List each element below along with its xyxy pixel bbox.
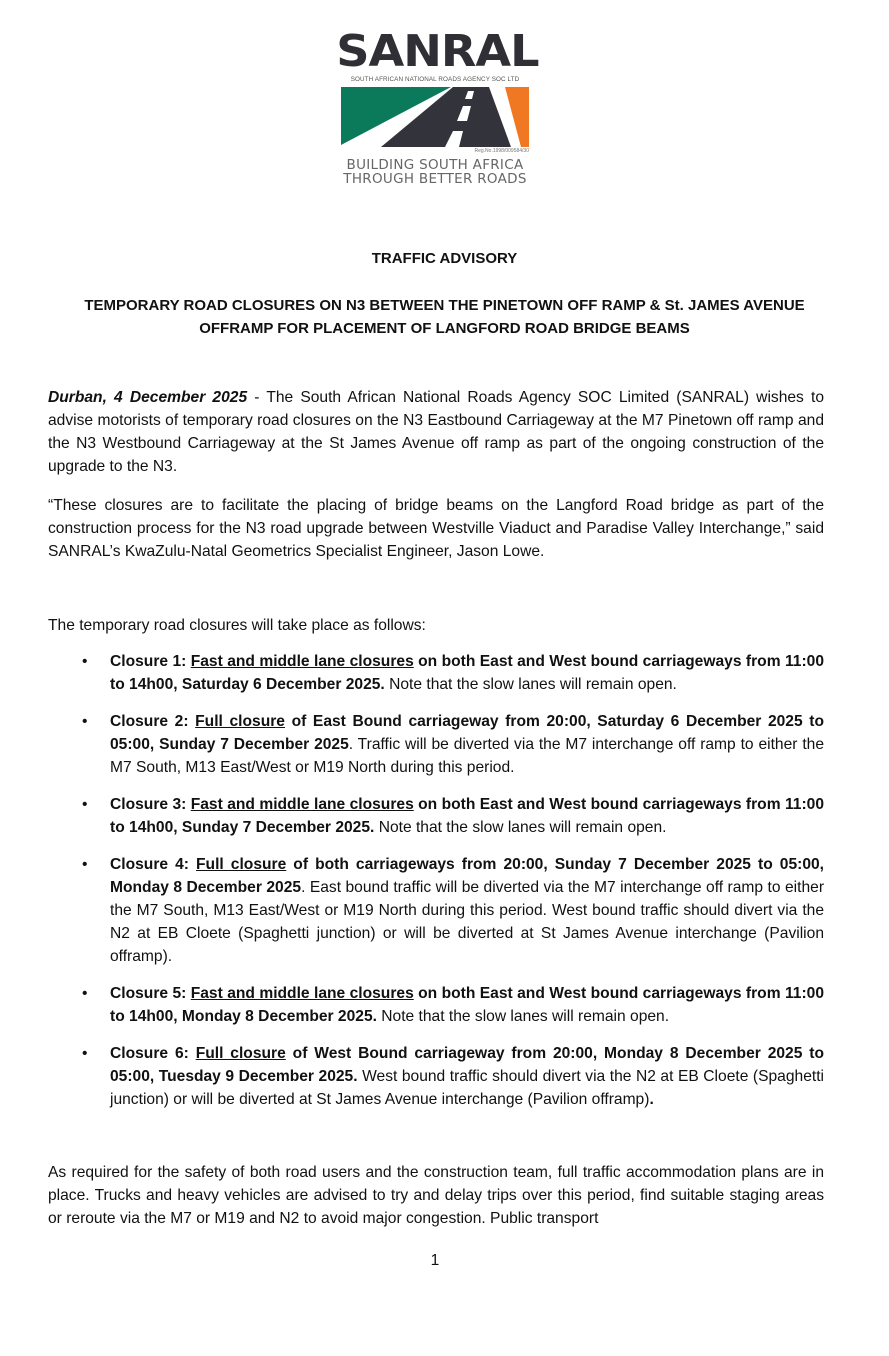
document-title-line1: TEMPORARY ROAD CLOSURES ON N3 BETWEEN THE PINETOWN OFF RAMP & St. JAMES AVENUE bbox=[84, 297, 805, 314]
intro-paragraph: Durban, 4 December 2025 - The South African National Roads Agency SOC Limited (SANRAL) wishes to advise motorists of temporary road closures on the N3 Eastbound Carriageway at the M7 Pinetown off ramp and the N3 Westbound Carriageway at the St James Avenue off ramp as part of the ongoing construction of the upgrade to the N3. bbox=[48, 389, 824, 475]
bullet-icon: • bbox=[82, 856, 88, 873]
logo-subtitle: SOUTH AFRICAN NATIONAL ROADS AGENCY SOC LTD bbox=[350, 76, 520, 83]
closure-type: Fast and middle lane closures bbox=[190, 985, 414, 1002]
advisory-label: TRAFFIC ADVISORY bbox=[371, 250, 518, 267]
closure-item: • Closure 3: Fast and middle lane closures on both East and West bound carriageways from 11:00 to 14h00, Sunday 7 December 2025. Note that the slow lanes will remain open. bbox=[80, 793, 824, 839]
document-title-line2: OFFRAMP FOR PLACEMENT OF LANGFORD ROAD BRIDGE BEAMS bbox=[199, 320, 690, 337]
bullet-icon: • bbox=[82, 985, 88, 1002]
page-number: 1 bbox=[430, 1252, 440, 1269]
closure-type: Fast and middle lane closures bbox=[190, 796, 414, 813]
closure-item: • Closure 6: Full closure of West Bound carriageway from 20:00, Monday 8 December 2025 to 05:00, Tuesday 9 December 2025. West bound traffic should divert via the N2 at EB Cloete (Spaghetti junction) or will be diverted at St James Avenue interchange (Pavilion offramp). bbox=[80, 1042, 824, 1111]
bullet-icon: • bbox=[82, 713, 88, 730]
dateline: Durban, 4 December 2025 bbox=[48, 389, 248, 406]
closures-list bbox=[80, 650, 824, 1125]
closure-type: Full closure bbox=[195, 1045, 286, 1062]
logo-tagline: BUILDING SOUTH AFRICA THROUGH BETTER ROADS bbox=[343, 157, 527, 187]
closure-item: • Closure 2: Full closure of East Bound carriageway from 20:00, Saturday 6 December 2025 to 05:00, Sunday 7 December 2025. Traffic will be diverted via the M7 interchange off ramp to either the M7 South, M13 East/West or M19 North during this period. bbox=[80, 710, 824, 779]
logo-registration: Reg.No.1998/009584/30 bbox=[474, 148, 529, 154]
quote-paragraph: “These closures are to facilitate the placing of bridge beams on the Langford Road bridge as part of the construction process for the N3 road upgrade between Westville Viaduct and Paradise Valley Interchange,” said SANRAL’s KwaZulu-Natal Geometrics Specialist Engineer, Jason Lowe. bbox=[48, 497, 824, 560]
closure-item: • Closure 4: Full closure of both carriageways from 20:00, Sunday 7 December 2025 to 05:00, Monday 8 December 2025. East bound traffic will be diverted via the M7 interchange off ramp to either the M7 South, M13 East/West or M19 North during this period. West bound traffic should divert via the N2 at EB Cloete (Spaghetti junction) or will be diverted at St James Avenue interchange (Pavilion offramp). bbox=[80, 853, 824, 968]
bullet-icon: • bbox=[82, 1045, 88, 1062]
safety-paragraph: As required for the safety of both road users and the construction team, full traffic accommodation plans are in place. Trucks and heavy vehicles are advised to try and delay trips over this period, find suitable staging areas or reroute via the M7 or M19 and N2 to avoid major congestion. Public transport bbox=[48, 1164, 824, 1227]
closure-type: Full closure bbox=[195, 713, 285, 730]
closures-intro: The temporary road closures will take place as follows: bbox=[48, 617, 426, 634]
closure-type: Fast and middle lane closures bbox=[190, 653, 414, 670]
closure-item: • Closure 5: Fast and middle lane closures on both East and West bound carriageways from 11:00 to 14h00, Monday 8 December 2025. Note that the slow lanes will remain open. bbox=[80, 982, 824, 1028]
closure-item: • Closure 1: Fast and middle lane closures on both East and West bound carriageways from 11:00 to 14h00, Saturday 6 December 2025. Note that the slow lanes will remain open. bbox=[80, 650, 824, 696]
road-graphic-icon bbox=[341, 87, 529, 147]
bullet-icon: • bbox=[82, 653, 88, 670]
bullet-icon: • bbox=[82, 796, 88, 813]
logo-wordmark: SANRAL bbox=[336, 26, 539, 77]
closure-type: Full closure bbox=[196, 856, 287, 873]
sanral-logo bbox=[336, 26, 539, 187]
